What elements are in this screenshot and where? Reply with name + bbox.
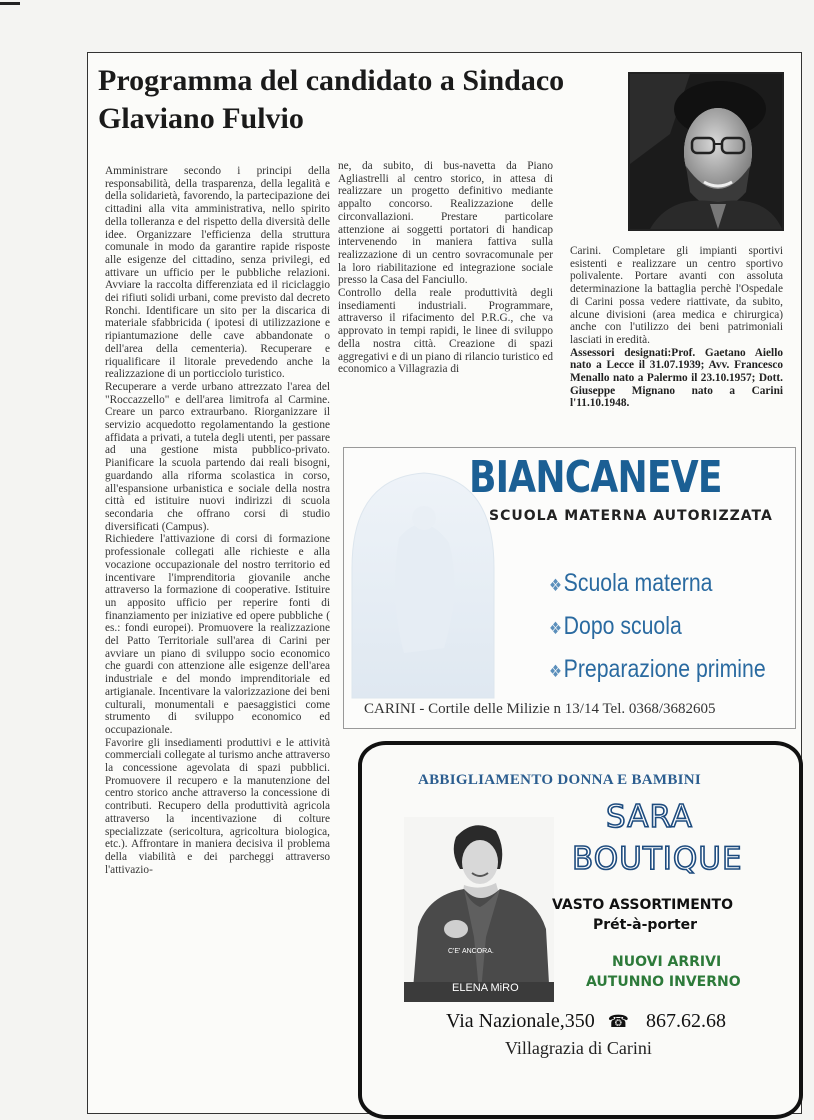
candidate-photo xyxy=(628,72,784,231)
model-tagline: C'E' ANCORA. xyxy=(448,948,494,955)
biancaneve-subtitle: SCUOLA MATERNA AUTORIZZATA xyxy=(489,508,773,524)
boutique-contact xyxy=(446,1010,726,1033)
page-title xyxy=(98,62,608,138)
assessori-designati: Assessori designati:Prof. Gaetano Aiello nato a Lecce il 31.07.1939; Avv. Francesco Menallo nato a Palermo il 23.10.1957; Dott. Giuseppe Mignano nato a Carini l'11.10.1948. xyxy=(570,346,783,410)
autunno-inverno: AUTUNNO INVERNO xyxy=(586,974,741,990)
boutique-address: Via Nazionale,350 xyxy=(446,1010,595,1032)
article-column-3 xyxy=(570,245,783,410)
title-line-1: Programma del candidato a Sindaco xyxy=(98,64,565,97)
flower-bullet-icon: ❖ xyxy=(549,619,562,638)
biancaneve-services xyxy=(549,563,796,692)
article-paragraph: Recuperare a verde urbano attrezzato l'area del "Roccazzello" e dell'area limitrofa al Carmine. Creare un parco extraurbano. Riorganizzare il servizio acquedotto regolamentando la gestione affidata a privati, a tutela degli utenti, per passare ad una gestione mista pubblico-privato. Pianificare la scuola partendo dai reali bisogni, guardando alla riforma scolastica in corso, all'espansione urbanistica e sociale della nostra città ed istituire nuovi indirizzi di scuola secondaria che offrano corsi di studio diversificati (Campus). xyxy=(105,380,330,533)
flower-bullet-icon: ❖ xyxy=(549,576,562,595)
pret-a-porter: Prét-à-porter xyxy=(593,917,698,933)
article-paragraph: Amministrare secondo i principi della responsabilità, della trasparenza, della legalità e della solidarietà, favorendo, la partecipazione dei cittadini alla vita amministrativa, nello spirito della tolleranza e del rispetto della diversità delle idee. Organizzare l'efficienza della struttura comunale in modo da garantire rapide risposte alle esigenze del cittadino, senza privilegi, ed attivare un ufficio per le pubbliche relazioni. Avviare la raccolta differenziata ed il riciclaggio dei rifiuti solidi urbani, come previsto dal decreto Ronchi. Identificare un sito per la discarica di materiale sfabbricida ( ipotesi di utilizzazione e ripiantumazione delle cave abbandonate o dell'area della cementeria). Recuperare e riqualificare il litorale prevedendo anche la realizzazione di un porticciolo turistico. xyxy=(105,165,330,381)
model-brand: ELENA MiRO xyxy=(452,982,519,994)
article-column-2 xyxy=(338,160,553,376)
boutique-phone: 867.62.68 xyxy=(645,1010,726,1032)
article-paragraph: Richiedere l'attivazione di corsi di formazione professionale collegati alle richieste e alla vocazione occupazionale del nostro territorio ed incentivare l'imprenditoria giovanile anche attraverso la formazione di cooperative. Istituire un apposito ufficio per reperire fonti di finanziamento per iniziative ed opere pubbliche ( es.: fondi europei). Promuovere la realizzazione del Patto Territoriale sull'area di Carini per avviare un piano di sviluppo socio economico che guardi con attenzione alle esigenze dell'area industriale e del mondo imprenditoriale ed artigianale. Incentivare la valorizzazione dei beni culturali, monumentali e paesaggistici come strumento di sviluppo economico ed occupazionale. xyxy=(105,533,330,736)
flower-bullet-icon: ❖ xyxy=(549,662,562,681)
article-paragraph: ne, da subito, di bus-navetta da Piano Agliastrelli al centro storico, in attesa di realizzare un progetto definitivo mediante appalto concorso. Realizzazione delle circonvallazioni. Prestare particolare attenzione ai soggetti portatori di handicap intervenendo in maniera fattiva sulla realizzazione di un centro sovracomunale per la loro riabilitazione ed integrazione sociale presso la Casa del Fanciullo. xyxy=(338,160,553,287)
biancaneve-address: CARINI - Cortile delle Milizie n 13/14 Tel. 0368/3682605 xyxy=(364,701,716,717)
page-corner-mark xyxy=(0,2,20,5)
telephone-icon: ☎ xyxy=(607,1012,629,1031)
boutique-header: ABBIGLIAMENTO DONNA E BAMBINI xyxy=(418,772,702,788)
nuovi-arrivi: NUOVI ARRIVI xyxy=(612,954,722,970)
service-item xyxy=(549,606,766,649)
biancaneve-name: BIANCANEVE xyxy=(469,452,722,503)
service-label: Scuola materna xyxy=(563,569,713,597)
article-paragraph: Controllo della reale produttività degli insediamenti industriali. Programmare, attraverso il rifacimento del P.R.G., che va approvato in tempi rapidi, le linee di sviluppo della nostra città. Creazione di spazi aggregativi e di un piano di rilancio turistico ed economico a Villagrazia di xyxy=(338,287,553,376)
model-photo xyxy=(404,817,554,1002)
service-label: Preparazione primine xyxy=(563,655,766,683)
boutique-name-line-1: SARA xyxy=(606,799,693,835)
candidate-portrait-icon xyxy=(630,74,782,229)
biancaneve-ad xyxy=(343,447,796,729)
sara-boutique-ad xyxy=(358,741,803,1119)
service-item xyxy=(549,649,766,692)
boutique-city: Villagrazia di Carini xyxy=(505,1038,652,1058)
service-item xyxy=(549,563,766,606)
boutique-name-line-2: BOUTIQUE xyxy=(572,841,743,877)
service-label: Dopo scuola xyxy=(563,612,682,640)
model-woman-icon xyxy=(404,817,554,1002)
article-paragraph: Carini. Completare gli impianti sportivi esistenti e realizzare un centro sportivo polivalente. Portare avanti con assoluta determinazione la battaglia perchè l'Ospedale di Carini possa vedere riattivate, da subito, alcune divisioni (area medica e chirurgica) anche con l'utilizzo dei beni patrimoniali lasciati in eredità. xyxy=(570,245,783,346)
vasto-assortimento: VASTO ASSORTIMENTO xyxy=(552,897,733,913)
title-line-2: Glaviano Fulvio xyxy=(98,102,304,135)
article-paragraph: Favorire gli insediamenti produttivi e le attività commerciali collegate al turismo anche attraverso la concessione agevolata di spazi pubblici. Promuovere il recupero e la manutenzione del centro storico anche attraverso la concessione di contributi. Recupero della produttività agricola attraverso la incentivazione di colture specializzate (sericoltura, agricoltura biologica, etc.). Affrontare in maniera decisiva il problema della viabilità e dei parcheggi attraverso l'attivazio- xyxy=(105,736,330,876)
article-column-1 xyxy=(105,165,330,876)
